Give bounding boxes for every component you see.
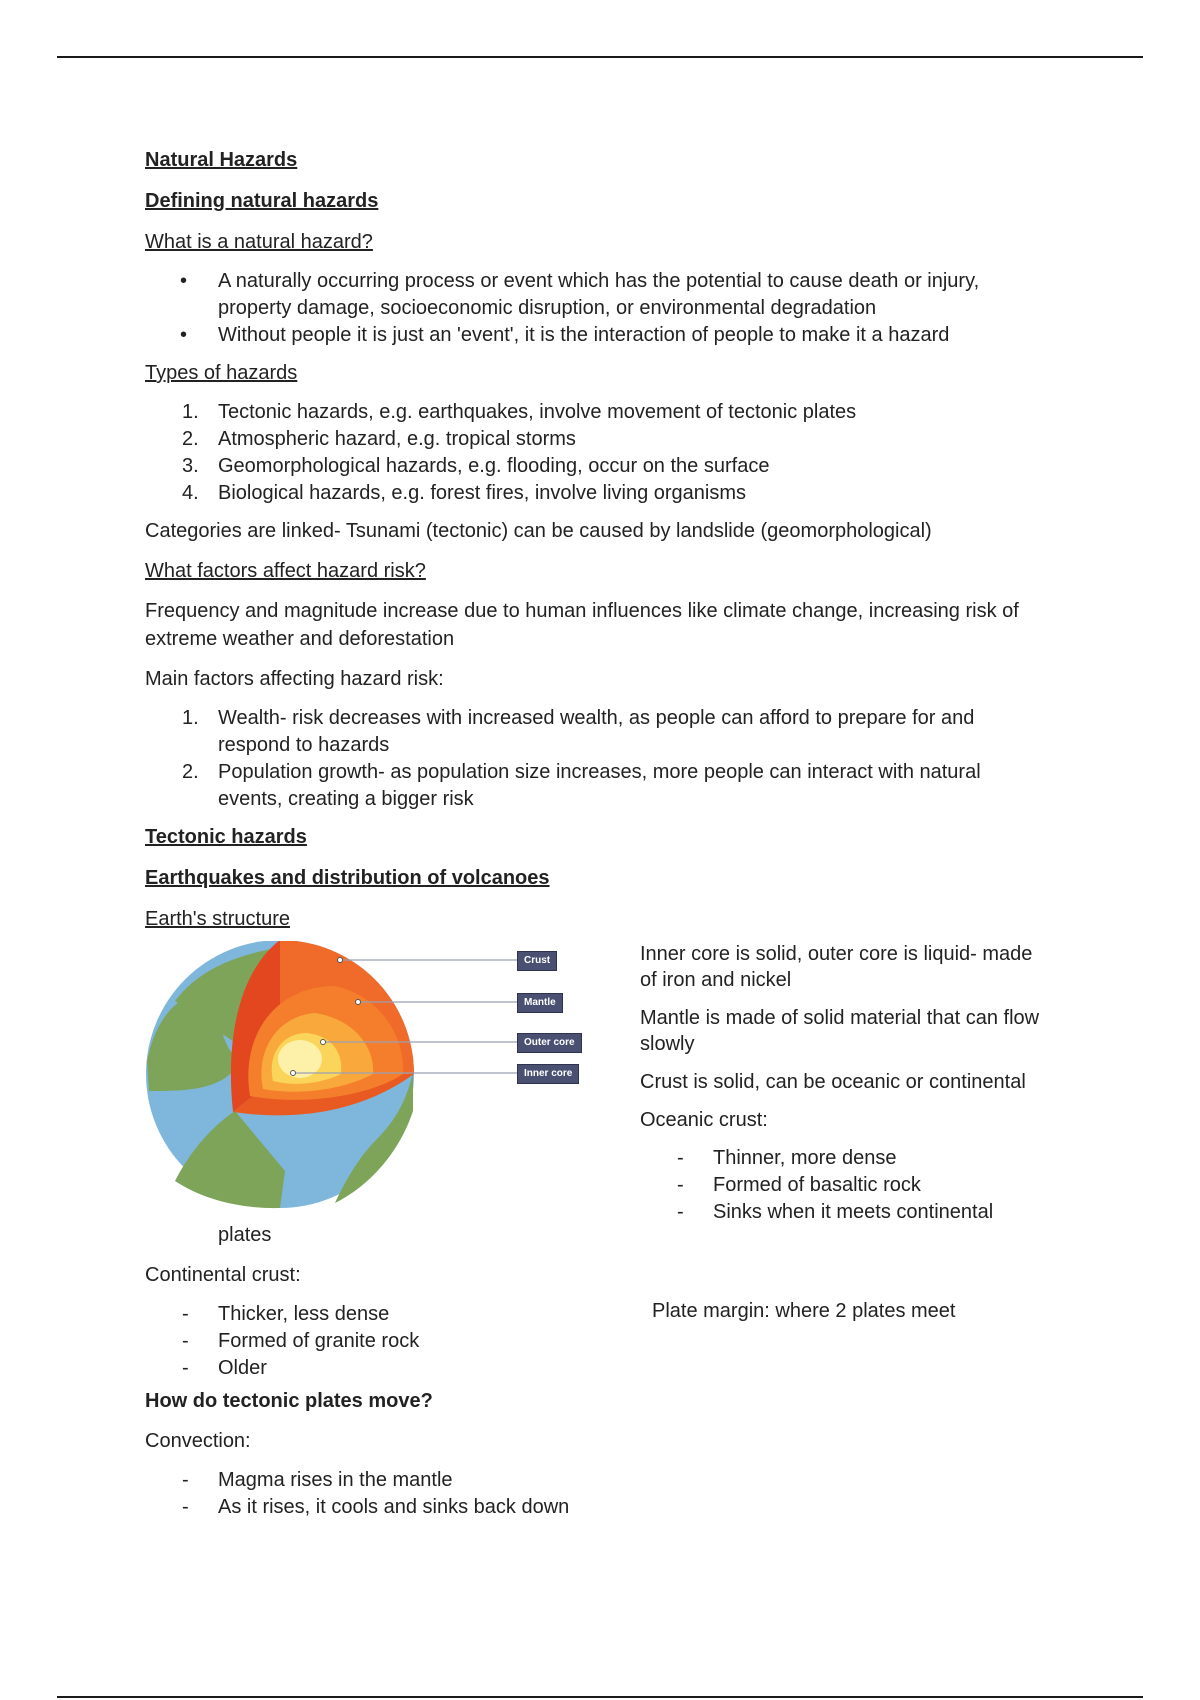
label-mantle: Mantle	[517, 993, 563, 1013]
factors-paragraph: Frequency and magnitude increase due to human influences like climate change, increasing risk of extreme weather and deforestation	[145, 600, 1019, 650]
earth-structure-diagram	[145, 941, 595, 1211]
heading-what-is: What is a natural hazard?	[145, 231, 373, 253]
list-item	[145, 1355, 615, 1382]
list-item	[145, 1328, 615, 1355]
continental-heading: Continental crust:	[145, 1264, 301, 1286]
heading-types: Types of hazards	[145, 362, 298, 384]
list-item	[145, 399, 1045, 426]
what-is-list	[145, 268, 1045, 349]
continental-row	[145, 1261, 1045, 1379]
dash-marker: -	[182, 1496, 189, 1518]
note-mantle: Mantle is made of solid material that can flow slowly	[640, 1007, 1040, 1055]
list-item	[145, 1494, 1045, 1521]
list-item: • Without people it is just an 'event', it is the interaction of people to make it a hazard	[145, 322, 1045, 349]
list-item	[145, 453, 1045, 480]
list-item: • A naturally occurring process or event which has the potential to cause death or injury, property damage, socioeconomic disruption, or environmental degradation	[145, 268, 1045, 322]
plate-margin-note: Plate margin: where 2 plates meet	[652, 1300, 956, 1322]
convection-heading: Convection:	[145, 1430, 251, 1452]
label-inner-core: Inner core	[517, 1064, 579, 1084]
oceanic-list	[640, 1145, 1050, 1226]
dash-marker: -	[182, 1330, 189, 1352]
dash-marker: -	[182, 1469, 189, 1491]
oceanic-heading: Oceanic crust:	[640, 1109, 768, 1131]
main-factors-intro: Main factors affecting hazard risk:	[145, 668, 444, 690]
inner-core-highlight	[278, 1040, 322, 1078]
leader-dot	[338, 958, 343, 963]
list-text: Older	[218, 1357, 267, 1379]
list-number: 1.	[182, 401, 199, 423]
list-text: Formed of granite rock	[218, 1330, 420, 1352]
note-core: Inner core is solid, outer core is liquid- made of iron and nickel	[640, 943, 1033, 991]
dash-marker: -	[182, 1357, 189, 1379]
list-item	[145, 705, 1045, 759]
heading-structure: Earth's structure	[145, 908, 290, 930]
list-item	[145, 759, 1045, 813]
structure-notes	[640, 941, 1050, 1236]
heading-defining: Defining natural hazards	[145, 190, 379, 212]
heading-tectonic: Tectonic hazards	[145, 826, 307, 848]
list-text: Biological hazards, e.g. forest fires, involve living organisms	[218, 482, 747, 504]
list-text: Thinner, more dense	[713, 1147, 897, 1169]
list-text: Thicker, less dense	[218, 1303, 390, 1325]
label-crust: Crust	[517, 951, 557, 971]
list-number: 1.	[182, 707, 199, 729]
list-text: Formed of basaltic rock	[713, 1174, 921, 1196]
list-text: Tectonic hazards, e.g. earthquakes, involve movement of tectonic plates	[218, 401, 857, 423]
structure-figure-row	[145, 941, 1045, 1225]
list-item	[145, 426, 1045, 453]
list-text: Wealth- risk decreases with increased wealth, as people can afford to prepare for and respond to hazards	[218, 707, 975, 756]
list-item	[145, 1467, 1045, 1494]
list-item	[640, 1199, 1050, 1226]
heading-earthquakes: Earthquakes and distribution of volcanoes	[145, 867, 550, 889]
list-number: 3.	[182, 455, 199, 477]
list-number: 4.	[182, 482, 199, 504]
bottom-rule	[57, 1696, 1143, 1698]
continental-block	[145, 1261, 615, 1392]
heading-factors: What factors affect hazard risk?	[145, 560, 426, 582]
list-number: 2.	[182, 761, 199, 783]
dash-marker: -	[677, 1147, 684, 1169]
document-body	[145, 146, 1045, 1531]
list-item	[145, 1301, 615, 1328]
convection-list	[145, 1467, 1045, 1521]
heading-plates-move: How do tectonic plates move?	[145, 1390, 433, 1412]
list-text: Sinks when it meets continental	[713, 1201, 994, 1223]
list-text: Atmospheric hazard, e.g. tropical storms	[218, 428, 576, 450]
list-text: Population growth- as population size increases, more people can interact with natural events, creating a bigger risk	[218, 761, 981, 810]
leader-dot	[291, 1071, 296, 1076]
list-text: As it rises, it cools and sinks back down	[218, 1496, 570, 1518]
top-rule	[57, 56, 1143, 58]
dash-marker: -	[677, 1201, 684, 1223]
list-text: Magma rises in the mantle	[218, 1469, 453, 1491]
page-title: Natural Hazards	[145, 149, 298, 171]
main-factors-list	[145, 705, 1045, 813]
list-item	[640, 1145, 1050, 1172]
dash-marker: -	[677, 1174, 684, 1196]
list-item	[145, 480, 1045, 507]
categories-linked: Categories are linked- Tsunami (tectonic) can be caused by landslide (geomorphological)	[145, 520, 932, 542]
list-number: 2.	[182, 428, 199, 450]
list-item	[640, 1172, 1050, 1199]
types-list	[145, 399, 1045, 507]
list-text: Geomorphological hazards, e.g. flooding, occur on the surface	[218, 455, 770, 477]
leader-dot	[356, 1000, 361, 1005]
continental-list	[145, 1301, 615, 1382]
plates-word: plates	[218, 1224, 272, 1246]
label-outer-core: Outer core	[517, 1033, 582, 1053]
dash-marker: -	[182, 1303, 189, 1325]
note-crust: Crust is solid, can be oceanic or continental	[640, 1071, 1026, 1093]
leader-dot	[321, 1040, 326, 1045]
